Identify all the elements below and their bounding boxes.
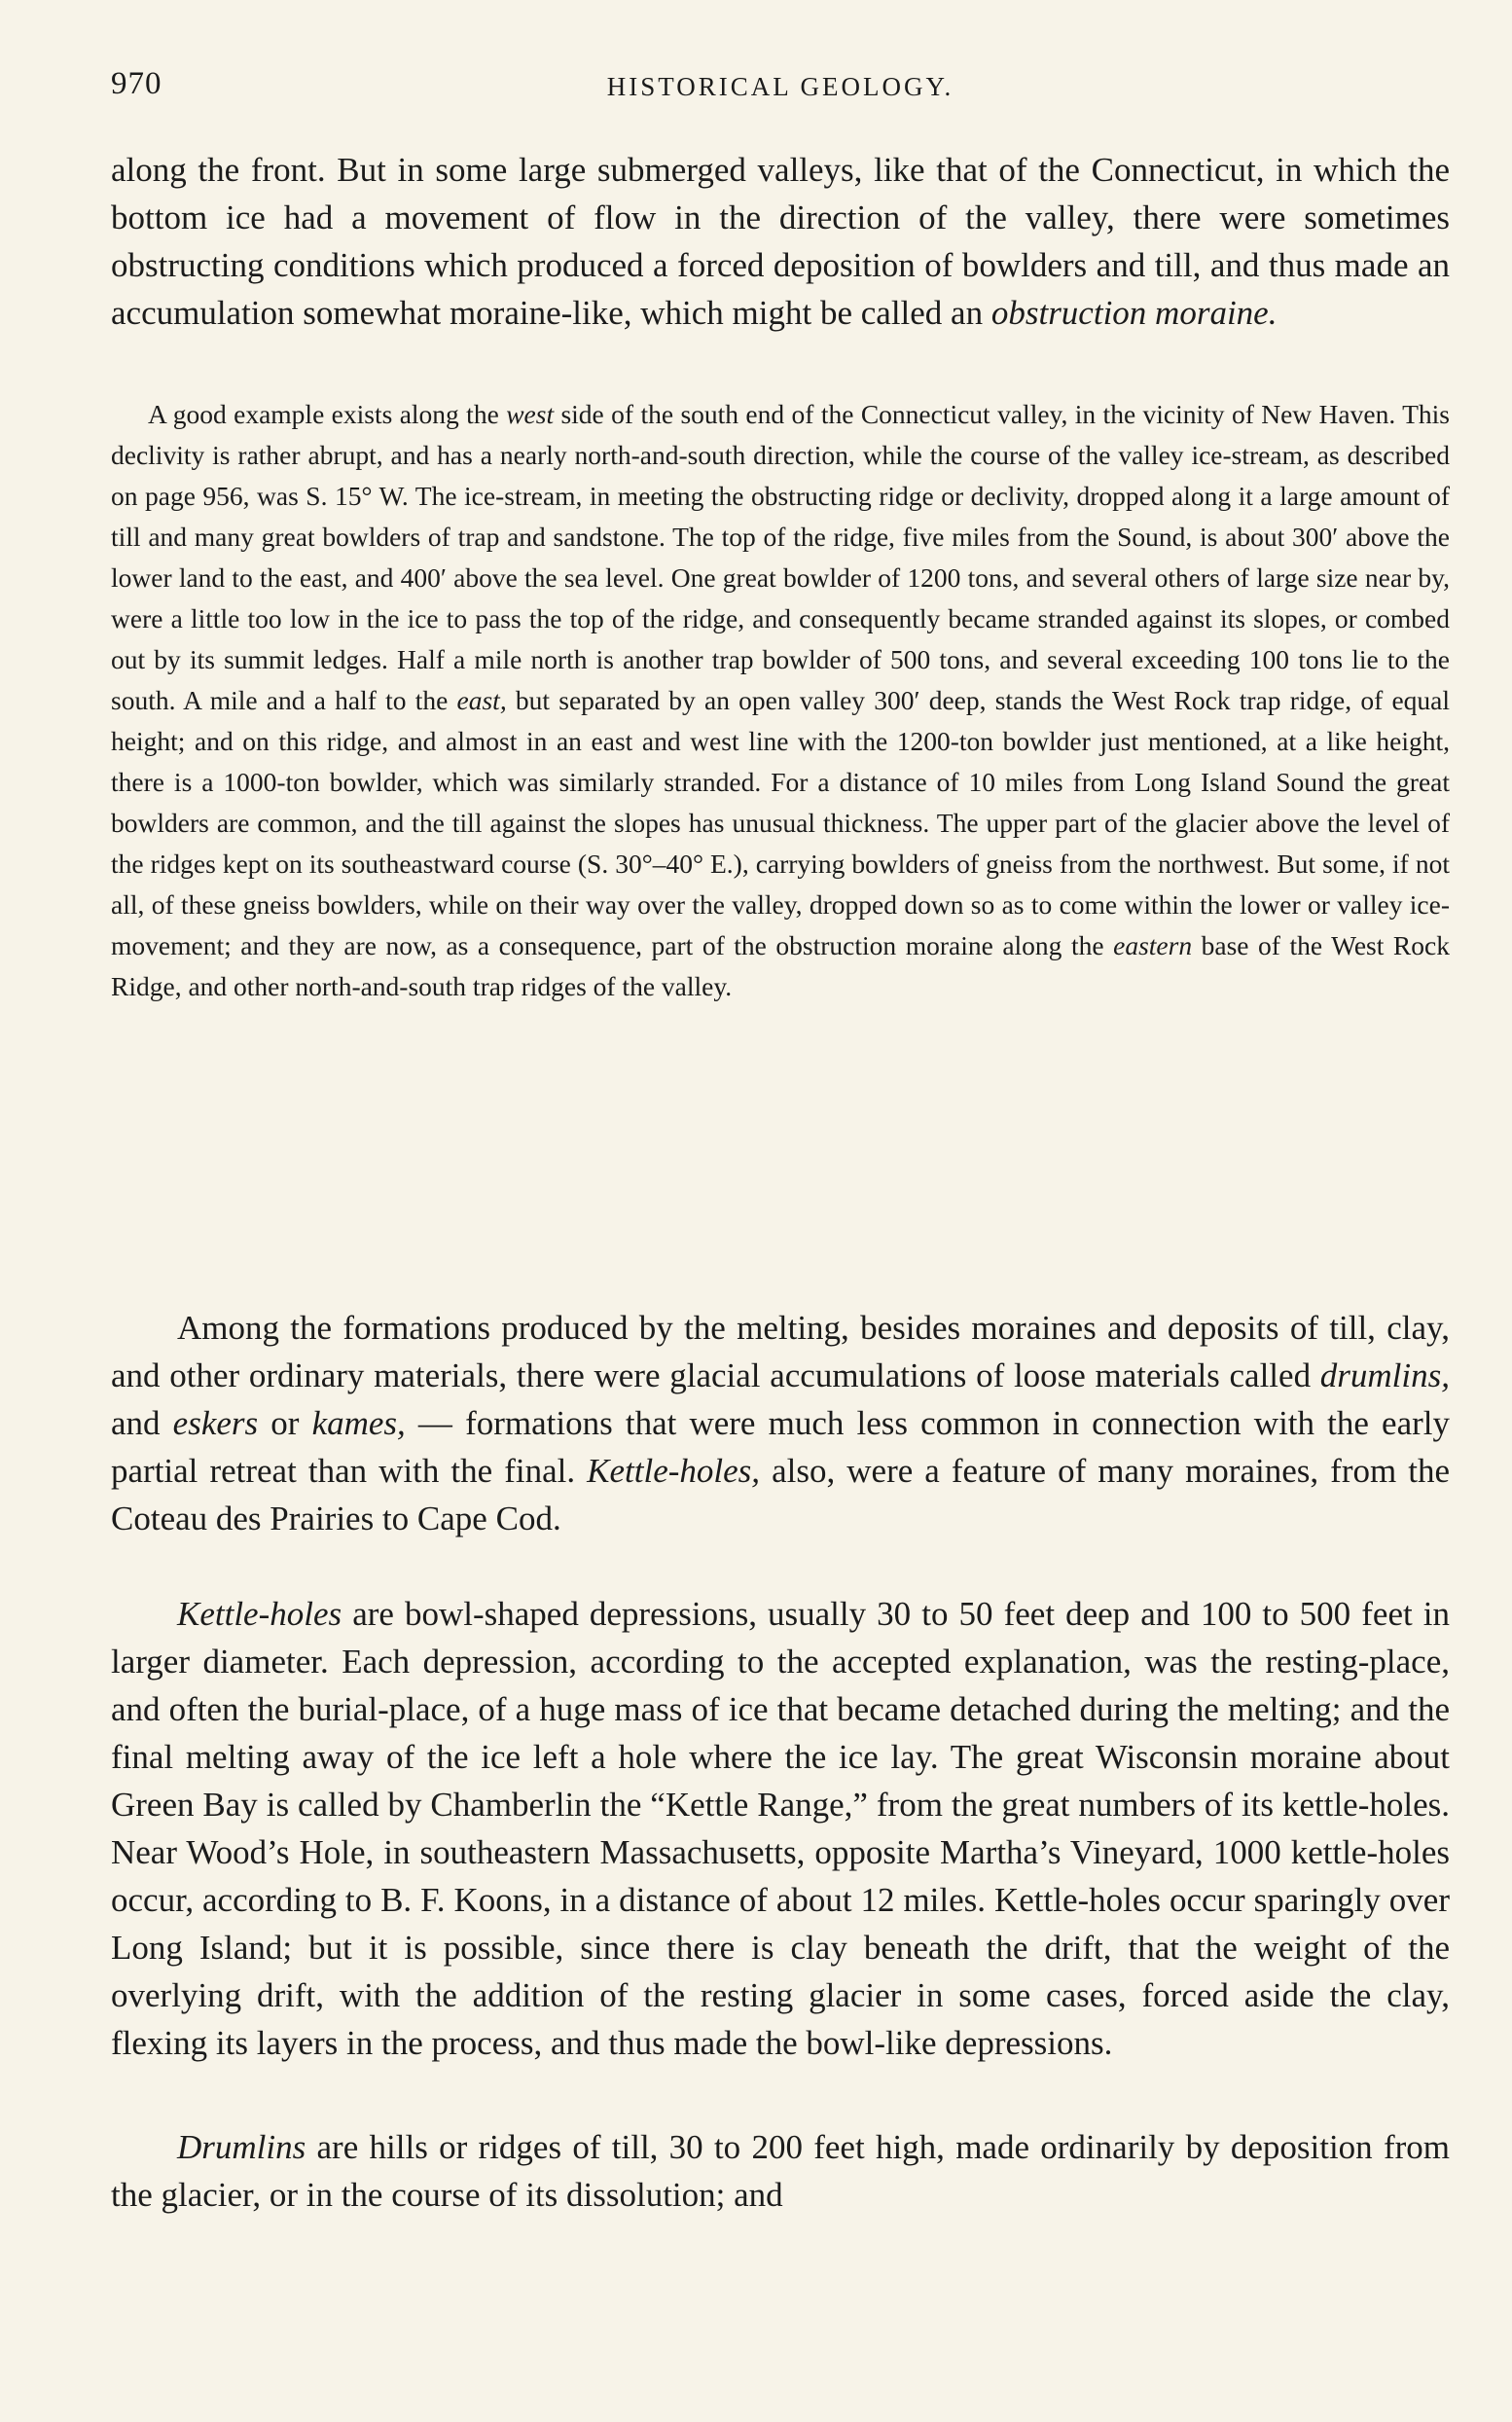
text-run: Among the formations produced by the melting, besides moraines and deposits of till, clay, and other ordinary materials, there were glacial accumulations of loose materials called	[111, 1309, 1450, 1394]
running-head	[111, 66, 1450, 115]
italic-term: eastern	[1113, 930, 1193, 960]
text-run: base of the West Rock Ridge, and other north-and-south trap ridges of the valley.	[111, 930, 1450, 1001]
italic-term: west	[506, 399, 555, 429]
text-run: are bowl-shaped depressions, usually 30 to 50 feet deep and 100 to 500 feet in larger diameter. Each depression, according to the accepted explanation, was the resting-place, and often the burial-place, of a huge mass of ice that became detached during the melting; and the final melting away of the ice left a hole where the ice lay. The great Wisconsin moraine about Green Bay is called by Chamberlin the “Kettle Range,” from the great numbers of its kettle-holes. Near Wood’s Hole, in southeastern Massachusetts, opposite Martha’s Vineyard, 1000 kettle-holes occur, according to B. F. Koons, in a distance of about 12 miles. Kettle-holes occur sparingly over Long Island; but it is possible, since there is clay beneath the drift, that the weight of the overlying drift, with the addition of the resting glacier in some cases, forced aside the clay, flexing its layers in the process, and thus made the bowl-like depressions.	[111, 1595, 1450, 2062]
text-run: side of the south end of the Connecticut valley, in the vicinity of New Haven. This declivity is rather abrupt, and has a nearly north-and-south direction, while the course of the valley ice-stream, as described on page 956, was S. 15° W. The ice-stream, in meeting the obstructing ridge or declivity, dropped along it a large amount of till and many great bowlders of trap and sandstone. The top of the ridge, five miles from the Sound, is about 300′ above the lower land to the east, and 400′ above the sea level. One great bowlder of 1200 tons, and several others of large size near by, were a little too low in the ice to pass the top of the ridge, and consequently became stranded against its slopes, or combed out by its summit ledges. Half a mile north is another trap bowlder of 500 tons, and several exceeding 100 tons lie to the south. A mile and a half to the	[111, 399, 1450, 715]
italic-term: obstruction moraine.	[990, 294, 1278, 332]
text-run: or	[258, 1404, 312, 1442]
running-title: HISTORICAL GEOLOGY.	[606, 72, 954, 101]
italic-term: Drumlins	[177, 2128, 306, 2166]
italic-term: kames,	[311, 1404, 406, 1442]
italic-term: drumlins,	[1319, 1356, 1450, 1394]
text-run: are hills or ridges of till, 30 to 200 feet high, made ordinarily by deposition from the glacier, or in the course of its dissolution; and	[111, 2128, 1450, 2214]
text-run: also, were a feature of many moraines, from the Coteau des Prairies to Cape Cod.	[111, 1452, 1451, 1537]
paragraph-melting-formations	[111, 1304, 1450, 1542]
italic-term: eskers	[172, 1404, 259, 1442]
text-run: A good example exists along the	[148, 399, 507, 429]
text-run: along the front. But in some large submerged valleys, like that of the Connecticut, in which the bottom ice had a movement of flow in the direction of the valley, there were sometimes obstructing conditions which produced a forced deposition of bowlders and till, and thus made an accumulation somewhat moraine-like, which might be called an	[111, 151, 1450, 332]
text-run: and	[111, 1404, 173, 1442]
paragraph-obstruction-moraine	[111, 146, 1450, 337]
italic-term: Kettle-holes,	[587, 1452, 761, 1490]
paragraph-new-haven-example	[111, 394, 1450, 1007]
paragraph-drumlins	[111, 2123, 1450, 2219]
paragraph-kettle-holes	[111, 1590, 1450, 2067]
italic-term: east,	[456, 685, 507, 715]
text-run: — formations that were much less common in connection with the early partial retreat than with the final.	[111, 1404, 1450, 1490]
text-run: but separated by an open valley 300′ deep, stands the West Rock trap ridge, of equal height; and on this ridge, and almost in an east and west line with the 1200-ton bowlder just mentioned, at a like height, there is a 1000-ton bowlder, which was similarly stranded. For a distance of 10 miles from Long Island Sound the great bowlders are common, and the till against the slopes has unusual thickness. The upper part of the glacier above the level of the ridges kept on its southeastward course (S. 30°–40° E.), carrying bowlders of gneiss from the northwest. But some, if not all, of these gneiss bowlders, while on their way over the valley, dropped down so as to come within the lower or valley ice-movement; and they are now, as a consequence, part of the obstruction moraine along the	[111, 685, 1450, 960]
page-number: 970	[111, 66, 162, 101]
italic-term: Kettle-holes	[177, 1595, 342, 1633]
